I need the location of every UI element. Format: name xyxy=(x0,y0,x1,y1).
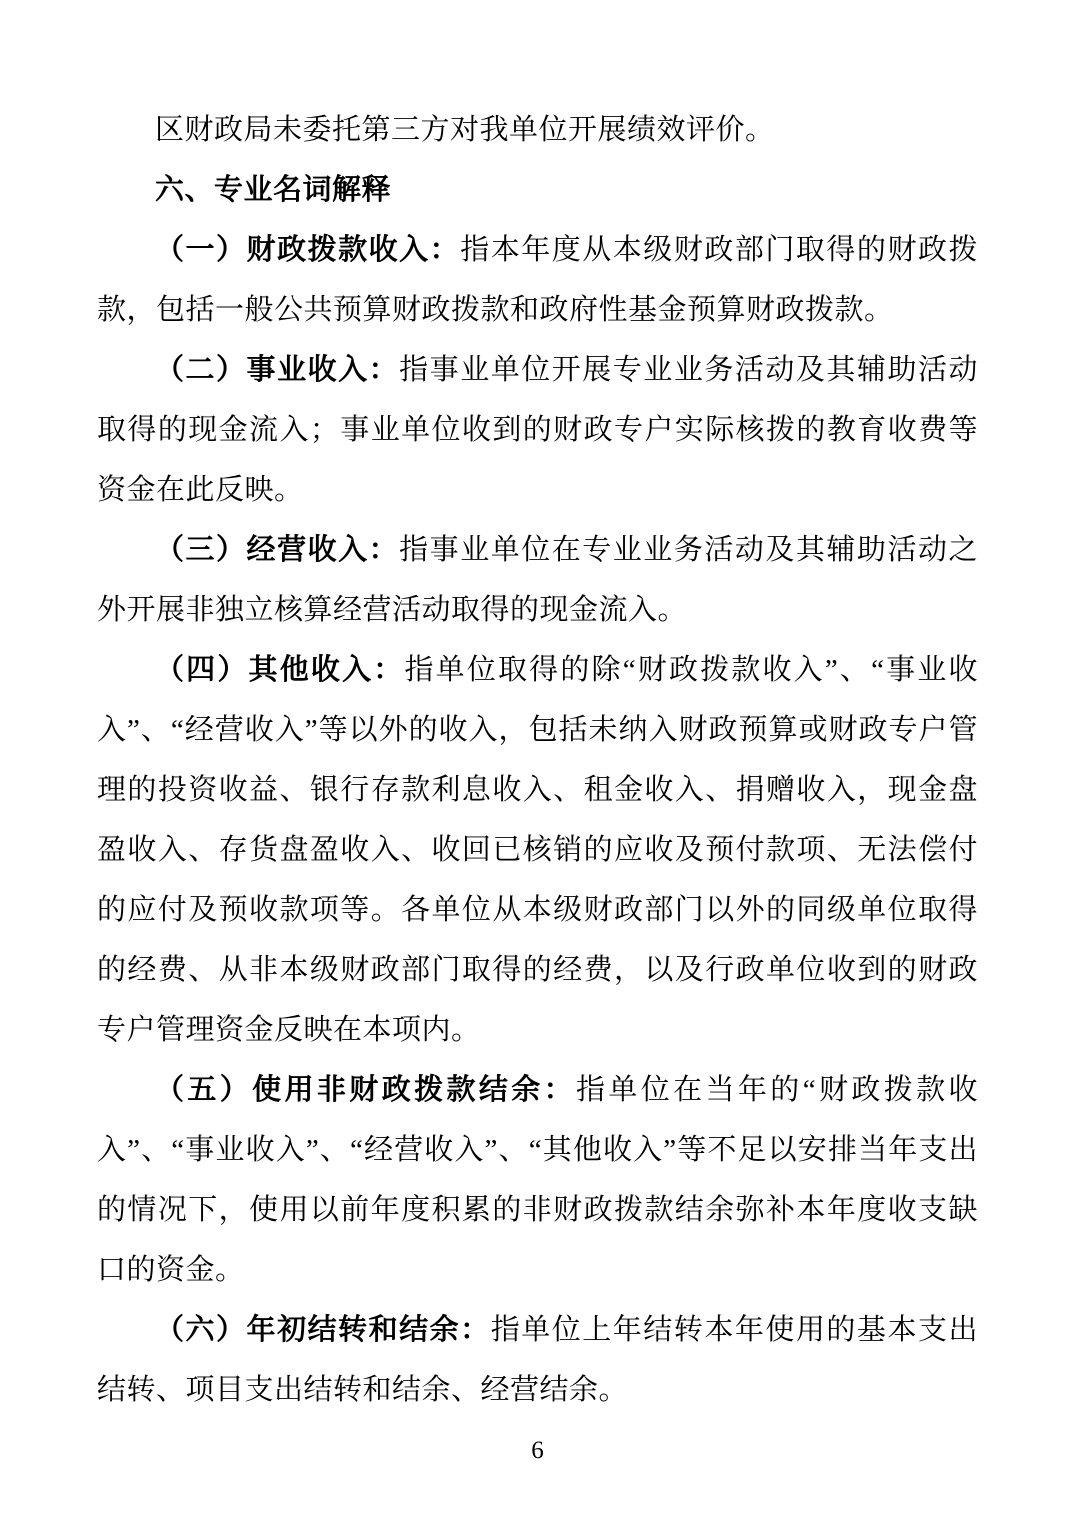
term-text-2: 指事业单位开展专业业务活动及其辅助活动取得的现金流入；事业单位收到的财政专户实际核拨的教育收费等资金在此反映。 xyxy=(97,354,978,506)
term-paragraph-2 xyxy=(97,340,978,520)
term-paragraph-4 xyxy=(97,640,978,1060)
term-text-3: 指事业单位在专业业务活动及其辅助活动之外开展非独立核算经营活动取得的现金流入。 xyxy=(97,534,978,626)
term-lead-2: （二）事业收入： xyxy=(155,354,400,386)
intro-text: 区财政局未委托第三方对我单位开展绩效评价。 xyxy=(155,114,775,146)
term-text-4: 指单位取得的除“财政拨款收入”、“事业收入”、“经营收入”等以外的收入，包括未纳入财政预算或财政专户管理的投资收益、银行存款利息收入、租金收入、捐赠收入，现金盘盈收入、存货盘盈收入、收回已核销的应收及预付款项、无法偿付的应付及预收款项等。各单位从本级财政部门以外的同级单位取得的经费、从非本级财政部门取得的经费，以及行政单位收到的财政专户管理资金反映在本项内。 xyxy=(97,654,978,1046)
term-lead-4: （四）其他收入： xyxy=(155,654,405,686)
term-lead-6: （六）年初结转和结余： xyxy=(155,1314,491,1346)
term-lead-1: （一）财政拨款收入： xyxy=(155,234,461,266)
term-text-5: 指单位在当年的“财政拨款收入”、“事业收入”、“经营收入”、“其他收入”等不足以安排当年支出的情况下，使用以前年度积累的非财政拨款结余弥补本年度收支缺口的资金。 xyxy=(97,1074,978,1286)
term-text-1: 指本年度从本级财政部门取得的财政拨款，包括一般公共预算财政拨款和政府性基金预算财政拨款。 xyxy=(97,234,978,326)
term-text-6: 指单位上年结转本年使用的基本支出结转、项目支出结转和结余、经营结余。 xyxy=(97,1314,978,1406)
intro-paragraph xyxy=(97,100,978,160)
section-heading: 六、专业名词解释 xyxy=(155,174,392,206)
page-number: 6 xyxy=(531,1437,544,1464)
term-lead-3: （三）经营收入： xyxy=(155,534,400,566)
term-paragraph-5 xyxy=(97,1060,978,1300)
term-paragraph-6 xyxy=(97,1300,978,1420)
term-paragraph-3 xyxy=(97,520,978,640)
term-lead-5: （五）使用非财政拨款结余： xyxy=(155,1074,576,1106)
term-paragraph-1 xyxy=(97,220,978,340)
document-content xyxy=(97,100,978,1420)
